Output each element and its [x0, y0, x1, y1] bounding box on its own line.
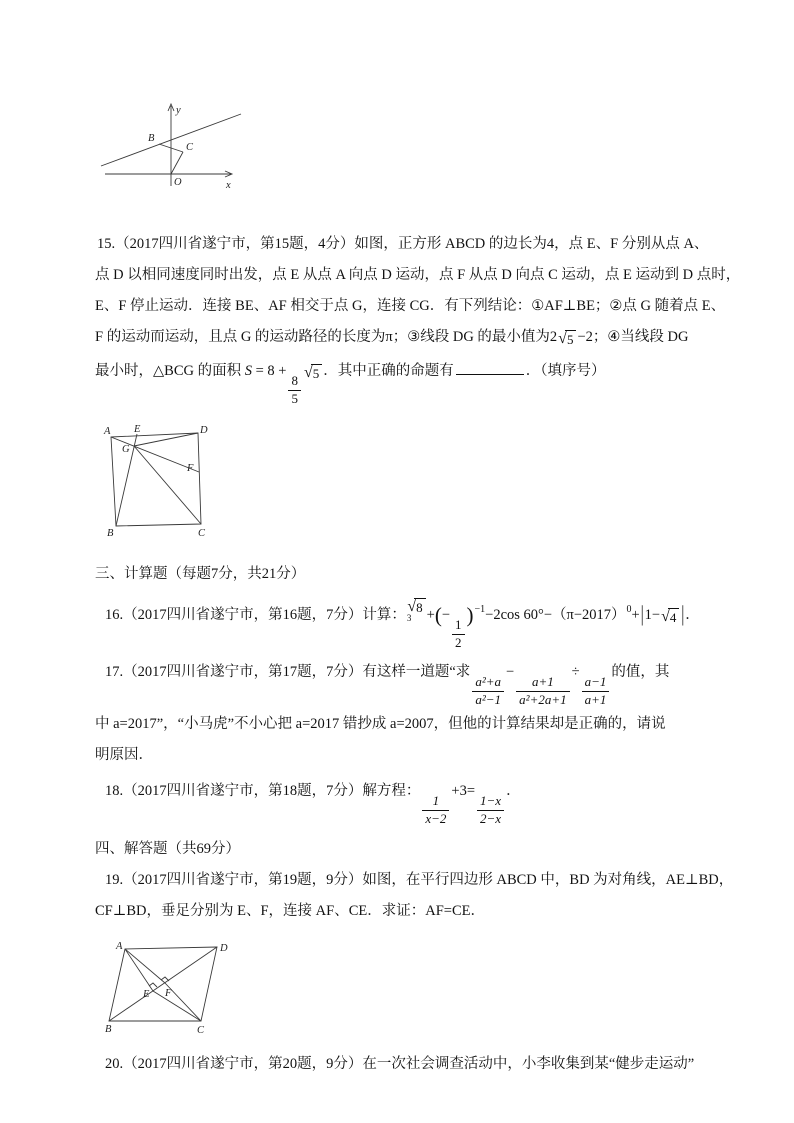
denominator: 2−x — [477, 810, 504, 828]
q19-line1: 19.（2017四川省遂宁市，第19题，9分）如图，在平行四边形 ABCD 中，BD 为对角线，AE⊥BD， — [105, 871, 734, 888]
denominator: a²−1 — [472, 691, 504, 709]
point-label-F: F — [187, 462, 194, 474]
denominator: 2 — [452, 634, 465, 652]
q15-line5 — [95, 353, 705, 408]
q15-line4 — [95, 322, 705, 353]
origin-label: O — [174, 177, 182, 188]
fraction — [472, 675, 504, 709]
text-run: ．其中正确的命题有 — [323, 363, 454, 379]
radicand: 8 — [414, 598, 426, 616]
denominator: 5 — [288, 390, 301, 408]
fraction — [477, 794, 504, 828]
numerator: 1−x — [480, 792, 502, 808]
question-20: 20.（2017四川省遂宁市，第20题，9分）在一次社会调查活动中，小李收集到某“健步走运动” — [105, 1055, 695, 1072]
text-run: + — [426, 606, 435, 623]
point-label-E: E — [134, 423, 141, 435]
question-15 — [95, 229, 741, 408]
right-paren: ) — [466, 602, 474, 627]
radicand: 4 — [668, 608, 680, 626]
point-label-D: D — [200, 424, 208, 436]
axis-label-x: x — [226, 180, 231, 191]
text-run: 18.（2017四川省遂宁市，第18题，7分）解方程： — [105, 782, 421, 799]
point-label-C: C — [186, 142, 194, 153]
operator: ÷ — [571, 663, 580, 680]
operator: − — [505, 663, 515, 680]
denominator: x−2 — [422, 810, 449, 828]
q17-line3: 明原因． — [95, 746, 153, 763]
question-16 — [95, 590, 705, 652]
fraction — [582, 675, 610, 709]
question-19 — [95, 865, 734, 927]
sqrt-radical — [558, 330, 576, 348]
text-run: = 8 + — [251, 363, 287, 379]
figure-coordinate-axes — [99, 100, 244, 195]
figure-lines — [109, 947, 217, 1021]
text-run: 17.（2017四川省遂宁市，第17题，7分）有这样一道题“求 — [105, 663, 471, 680]
text-run: 的值，其 — [611, 663, 670, 680]
radicand: 5 — [565, 330, 577, 348]
numerator: 8 — [291, 373, 298, 388]
numerator: 1 — [455, 616, 462, 632]
point-label-F: F — [165, 987, 172, 999]
q19-line2: CF⊥BD，垂足分别为 E、F，连接 AF、CE．求证：AF=CE． — [95, 902, 485, 919]
minus-sign: − — [441, 606, 451, 623]
q17-line2: 中 a=2017”，“小马虎”不小心把 a=2017 错抄成 a=2007，但他的计算结果却是正确的，请说 — [95, 715, 666, 732]
figure-square-abcd — [103, 424, 215, 539]
point-label-A: A — [116, 940, 123, 952]
root-index: 3 — [406, 612, 412, 623]
text-run: F 的运动而运动，且点 G 的运动路径的长度为π；③线段 DG 的最小值为 — [95, 329, 550, 345]
math-variable: S — [244, 363, 252, 379]
denominator: a+1 — [582, 691, 610, 709]
text-run: 16.（2017四川省遂宁市，第16题，7分）计算： — [105, 606, 406, 623]
text-run: ．（填序号） — [525, 363, 606, 379]
numerator: a+1 — [532, 673, 554, 689]
fraction — [452, 618, 465, 652]
figure-parallelogram-abcd — [105, 941, 245, 1035]
sqrt-radical — [304, 364, 322, 382]
point-label-B: B — [105, 1023, 112, 1035]
denominator: a²+2a+1 — [516, 691, 569, 709]
point-label-C: C — [198, 527, 206, 539]
radicand: 5 — [311, 364, 323, 382]
text-run: +3= — [451, 782, 476, 799]
numerator: 1 — [432, 792, 440, 808]
question-17 — [95, 652, 705, 771]
axes-lines — [105, 104, 232, 186]
left-paren: ( — [434, 602, 442, 627]
radical-sign: √ — [303, 364, 313, 381]
q15-line1: 15.（2017四川省遂宁市，第15题，4分）如图，正方形 ABCD 的边长为4，点 E、F 分别从点 A、 — [97, 236, 709, 252]
text-run: −2cos 60°−（π−2017） — [485, 606, 626, 623]
point-label-D: D — [220, 942, 228, 954]
text-run: ． — [506, 782, 521, 799]
question-18 — [95, 771, 705, 828]
exponent: −1 — [474, 603, 486, 615]
text-run: + — [631, 606, 640, 623]
q15-line2: 点 D 以相同速度同时出发，点 E 从点 A 向点 D 运动，点 F 从点 D 向点 C 运动，点 E 运动到 D 点时， — [95, 267, 741, 283]
fill-blank-line — [456, 360, 524, 375]
fraction — [422, 794, 449, 828]
section-3-header: 三、计算题（每题7分，共21分） — [95, 565, 306, 582]
text-run: −2；④当线段 DG — [577, 329, 689, 345]
radical-sign: √ — [558, 330, 567, 347]
point-label-B: B — [107, 527, 114, 539]
q15-line3: E、F 停止运动．连接 BE、AF 相交于点 G，连接 CG．有下列结论：①AF⊥BE；②点 G 随着点 E、 — [95, 298, 726, 314]
numerator: a²+a — [475, 673, 501, 689]
point-label-G: G — [122, 443, 130, 455]
abs-bar: | — [640, 602, 644, 627]
axis-label-y: y — [176, 105, 181, 116]
text-run: ． — [685, 606, 700, 623]
point-label-B: B — [148, 133, 155, 144]
cube-root — [407, 598, 426, 638]
fraction — [288, 374, 301, 408]
numerator: a−1 — [584, 673, 607, 689]
section-4-header: 四、解答题（共69分） — [95, 840, 240, 857]
sqrt-radical — [661, 608, 679, 626]
abs-bar: | — [681, 602, 685, 627]
radical-sign: √ — [661, 607, 670, 625]
point-label-C: C — [197, 1024, 205, 1035]
point-label-A: A — [104, 425, 111, 437]
text-run: 2 — [549, 329, 558, 345]
text-run: 最小时，△BCG 的面积 — [95, 363, 245, 379]
exponent: 0 — [626, 603, 632, 615]
radical-sign: √ — [407, 597, 417, 615]
q17-line1 — [95, 652, 705, 709]
fraction — [516, 675, 569, 709]
text-run: 1− — [644, 606, 661, 623]
point-label-E: E — [143, 988, 150, 1000]
